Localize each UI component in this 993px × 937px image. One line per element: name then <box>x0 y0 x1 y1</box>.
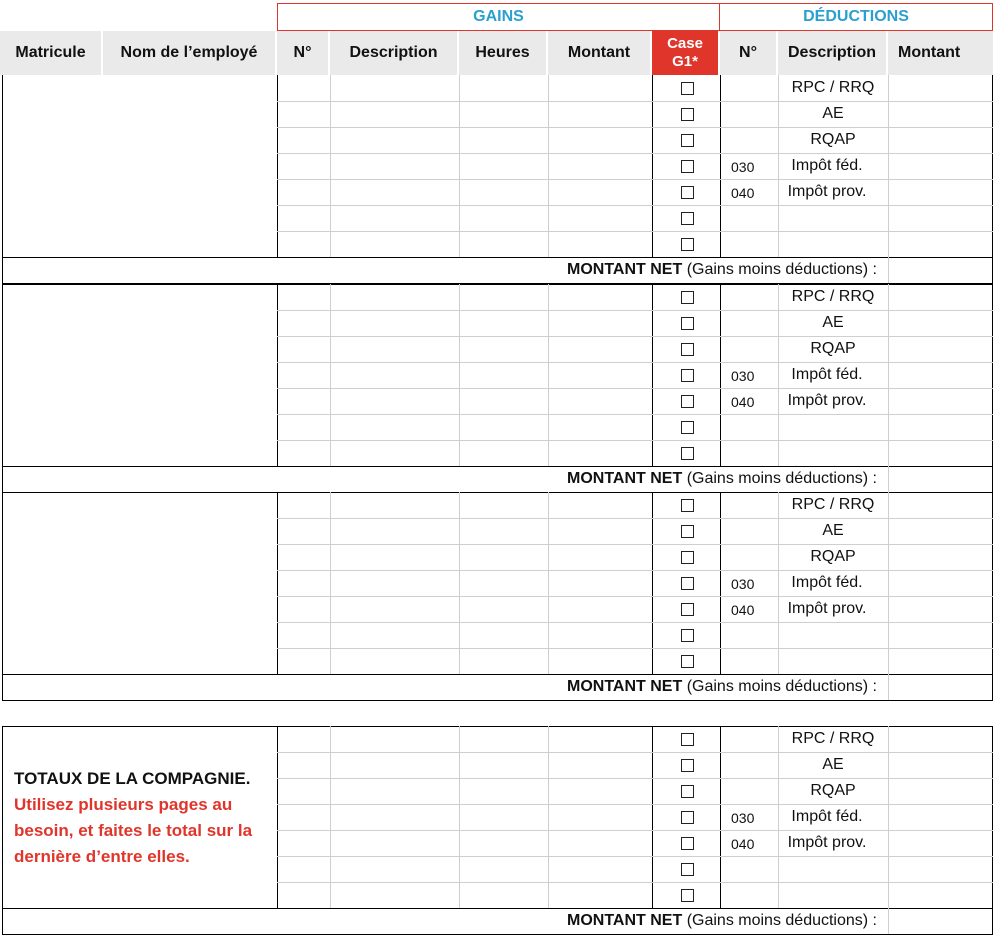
deduction-code: 040 <box>731 602 755 618</box>
spacer-line <box>2 700 993 701</box>
grid-col-line <box>330 284 331 466</box>
grid-col-line <box>330 492 331 674</box>
grid-row-line <box>277 856 993 857</box>
block-left-border <box>2 284 3 492</box>
grid-col-line <box>888 75 889 257</box>
col-header-heures <box>459 31 548 75</box>
net-amount-label-rest: (Gains moins déductions) : <box>682 678 877 695</box>
grid-col-line <box>548 492 549 674</box>
net-row-bottom-line <box>2 934 993 935</box>
grid-col-line <box>459 492 460 674</box>
case-g1-checkbox[interactable] <box>681 811 694 824</box>
deduction-label: RQAP <box>810 131 856 148</box>
case-g1-checkbox[interactable] <box>681 837 694 850</box>
name-col-border <box>277 726 278 908</box>
deduction-code: 030 <box>731 368 755 384</box>
net-amount-label-bold: MONTANT NET <box>567 261 683 278</box>
deduction-label: RPC / RRQ <box>791 496 875 513</box>
block-top-line <box>2 492 993 493</box>
block-left-border <box>2 492 3 700</box>
case-g1-checkbox[interactable] <box>681 551 694 564</box>
grid-row-line <box>277 518 993 519</box>
col-header-ded-description <box>778 31 888 75</box>
grid-col-line <box>720 726 721 908</box>
grid-col-line <box>652 75 653 257</box>
block-top-line <box>2 726 993 727</box>
grid-col-line <box>548 284 549 466</box>
net-amount-divider <box>888 466 889 492</box>
col-header-matricule-label: Matricule <box>15 44 86 61</box>
col-header-ded-montant-label: Montant <box>898 44 961 61</box>
grid-row-line <box>277 648 993 649</box>
grid-col-line <box>720 284 721 466</box>
grid-col-line <box>888 492 889 674</box>
grid-row-line <box>277 362 993 363</box>
net-amount-divider <box>888 257 889 283</box>
grid-row-line <box>277 153 993 154</box>
case-g1-checkbox[interactable] <box>681 655 694 668</box>
gains-group-header <box>277 3 720 31</box>
deduction-label: AE <box>822 522 844 539</box>
deduction-label: Impôt prov. <box>787 392 867 409</box>
grid-row-line <box>277 336 993 337</box>
grid-row-line <box>277 179 993 180</box>
case-g1-checkbox[interactable] <box>681 343 694 356</box>
grid-col-line <box>652 726 653 908</box>
grid-col-line <box>720 75 721 257</box>
company-totals-title: TOTAUX DE LA COMPAGNIE. <box>14 769 251 788</box>
block-left-border <box>2 75 3 283</box>
case-g1-checkbox[interactable] <box>681 525 694 538</box>
deduction-label: RPC / RRQ <box>791 288 875 305</box>
grid-row-line <box>277 231 993 232</box>
grid-col-line <box>459 284 460 466</box>
col-header-case-line1: Case <box>667 35 703 52</box>
grid-col-line <box>548 726 549 908</box>
grid-row-line <box>277 310 993 311</box>
deduction-label: Impôt prov. <box>787 834 867 851</box>
col-header-nom <box>103 31 277 75</box>
col-header-gains-montant <box>548 31 652 75</box>
case-g1-checkbox[interactable] <box>681 160 694 173</box>
company-totals-note: Utilisez plusieurs pages au besoin, et faites le total sur la dernière d’entre elles. <box>14 795 253 866</box>
deduction-code: 030 <box>731 576 755 592</box>
grid-row-line <box>277 101 993 102</box>
case-g1-checkbox[interactable] <box>681 603 694 616</box>
col-header-heures-label: Heures <box>475 44 530 61</box>
deduction-label: Impôt féd. <box>791 574 863 591</box>
net-row-top-line <box>2 257 993 258</box>
case-g1-checkbox[interactable] <box>681 82 694 95</box>
net-amount-label-rest: (Gains moins déductions) : <box>682 912 877 929</box>
case-g1-checkbox[interactable] <box>681 317 694 330</box>
deduction-label: RQAP <box>810 340 856 357</box>
grid-col-line <box>459 75 460 257</box>
deduction-label: RQAP <box>810 548 856 565</box>
case-g1-checkbox[interactable] <box>681 629 694 642</box>
case-g1-checkbox[interactable] <box>681 134 694 147</box>
deductions-group-header <box>719 3 993 31</box>
grid-col-line <box>720 492 721 674</box>
grid-col-line <box>330 726 331 908</box>
case-g1-checkbox[interactable] <box>681 238 694 251</box>
col-header-gains-description <box>330 31 459 75</box>
col-header-case-line2: G1* <box>672 53 698 70</box>
deduction-code: 030 <box>731 810 755 826</box>
case-g1-checkbox[interactable] <box>681 499 694 512</box>
case-g1-checkbox[interactable] <box>681 212 694 225</box>
name-col-border <box>277 492 278 674</box>
deduction-label: AE <box>822 314 844 331</box>
case-g1-checkbox[interactable] <box>681 577 694 590</box>
grid-col-line <box>888 284 889 466</box>
deduction-label: Impôt féd. <box>791 808 863 825</box>
deduction-code: 040 <box>731 185 755 201</box>
net-amount-label-rest: (Gains moins déductions) : <box>682 261 877 278</box>
grid-col-line <box>652 284 653 466</box>
block-top-line <box>2 284 993 285</box>
case-g1-checkbox[interactable] <box>681 863 694 876</box>
grid-row-line <box>277 882 993 883</box>
col-header-gains-montant-label: Montant <box>567 44 631 61</box>
grid-row-line <box>277 778 993 779</box>
grid-col-line <box>459 726 460 908</box>
grid-row-line <box>277 804 993 805</box>
net-row-top-line <box>2 466 993 467</box>
deductions-group-label: DÉDUCTIONS <box>803 8 909 25</box>
case-g1-checkbox[interactable] <box>681 186 694 199</box>
deduction-label: AE <box>822 105 844 122</box>
col-header-case-g1 <box>652 31 720 75</box>
col-header-gains-no <box>277 31 330 75</box>
deduction-label: Impôt féd. <box>791 157 863 174</box>
deduction-label: Impôt prov. <box>787 600 867 617</box>
net-amount-label-bold: MONTANT NET <box>567 470 683 487</box>
grid-row-line <box>277 440 993 441</box>
case-g1-checkbox[interactable] <box>681 889 694 902</box>
net-amount-label-bold: MONTANT NET <box>567 912 683 929</box>
net-amount-label-bold: MONTANT NET <box>567 678 683 695</box>
case-g1-checkbox[interactable] <box>681 447 694 460</box>
grid-row-line <box>277 205 993 206</box>
net-amount-label <box>567 261 877 279</box>
col-header-ded-no-label: N° <box>739 44 757 61</box>
grid-col-line <box>330 75 331 257</box>
grid-row-line <box>277 544 993 545</box>
case-g1-checkbox[interactable] <box>681 369 694 382</box>
col-header-gains-description-label: Description <box>349 44 438 61</box>
deduction-label: Impôt féd. <box>791 366 863 383</box>
grid-col-line <box>548 75 549 257</box>
net-amount-divider <box>888 908 889 934</box>
net-amount-label <box>567 470 877 488</box>
grid-row-line <box>277 388 993 389</box>
net-amount-label <box>567 678 877 696</box>
grid-row-line <box>277 596 993 597</box>
grid-row-line <box>277 830 993 831</box>
col-header-ded-no <box>720 31 778 75</box>
case-g1-checkbox[interactable] <box>681 733 694 746</box>
grid-row-line <box>277 622 993 623</box>
case-g1-checkbox[interactable] <box>681 759 694 772</box>
net-amount-divider <box>888 674 889 700</box>
col-header-gains-no-label: N° <box>293 44 312 61</box>
deduction-label: RPC / RRQ <box>791 79 875 96</box>
case-g1-checkbox[interactable] <box>681 395 694 408</box>
deduction-label: Impôt prov. <box>787 183 867 200</box>
case-g1-checkbox[interactable] <box>681 291 694 304</box>
case-g1-checkbox[interactable] <box>681 785 694 798</box>
name-col-border <box>277 75 278 257</box>
grid-row-line <box>277 752 993 753</box>
grid-row-line <box>277 414 993 415</box>
col-header-matricule <box>0 31 103 75</box>
deduction-label: RQAP <box>810 782 856 799</box>
grid-row-line <box>277 570 993 571</box>
deduction-code: 040 <box>731 394 755 410</box>
net-row-top-line <box>2 674 993 675</box>
block-left-border <box>2 726 3 934</box>
col-header-ded-description-label: Description <box>787 44 876 61</box>
case-g1-checkbox[interactable] <box>681 421 694 434</box>
net-row-top-line <box>2 908 993 909</box>
grid-col-line <box>888 726 889 908</box>
deduction-label: AE <box>822 756 844 773</box>
deduction-code: 030 <box>731 159 755 175</box>
case-g1-checkbox[interactable] <box>681 108 694 121</box>
col-header-ded-montant <box>888 31 993 75</box>
col-header-nom-label: Nom de l’employé <box>120 44 258 61</box>
name-col-border <box>277 284 278 466</box>
company-totals-text <box>14 766 274 870</box>
gains-group-label: GAINS <box>473 8 524 25</box>
net-amount-label-rest: (Gains moins déductions) : <box>682 470 877 487</box>
grid-col-line <box>652 492 653 674</box>
net-amount-label <box>567 912 877 930</box>
deduction-label: RPC / RRQ <box>791 730 875 747</box>
deduction-code: 040 <box>731 836 755 852</box>
grid-row-line <box>277 127 993 128</box>
